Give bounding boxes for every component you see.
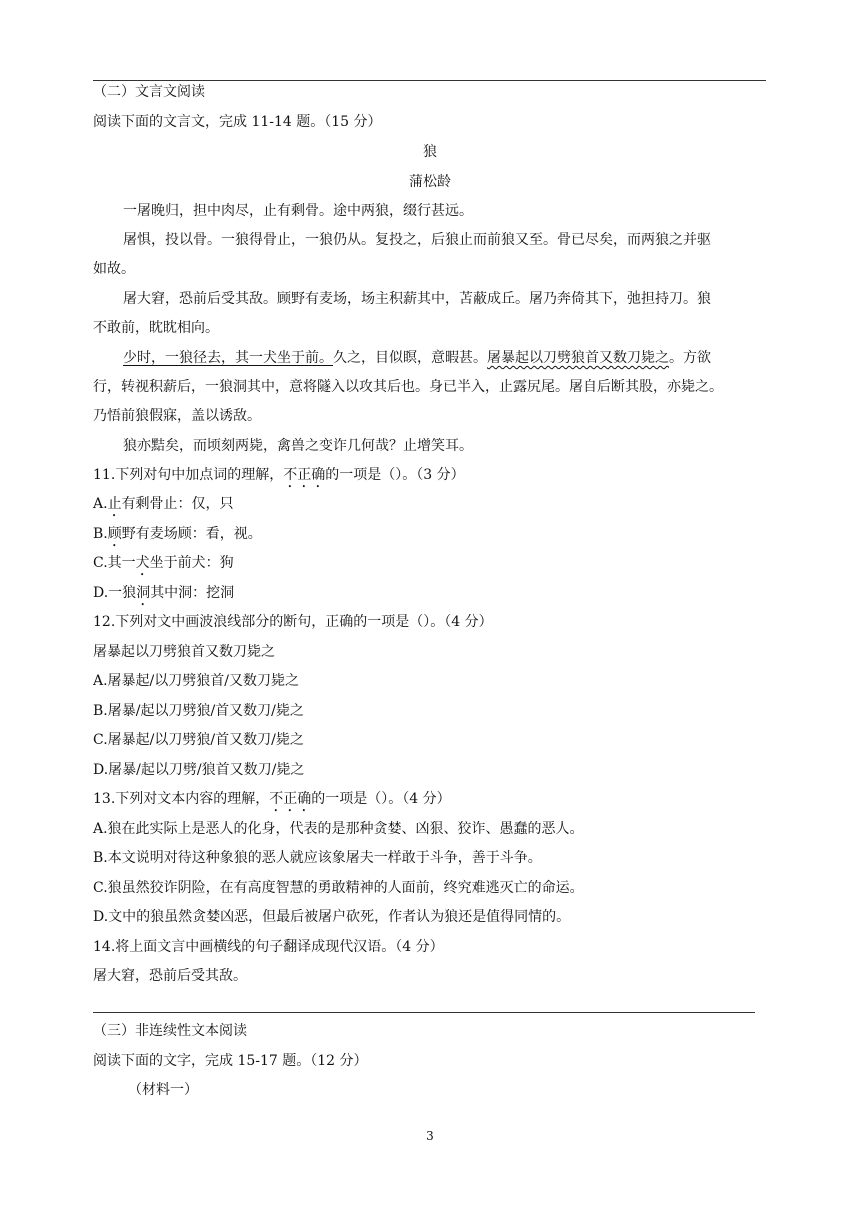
emphasis-text: 不正确 — [283, 467, 326, 483]
question-12-option-a: A.屠暴起/以刀劈狼首/又数刀毙之 — [93, 673, 299, 689]
passage-paragraph-2-line-1: 屠惧，投以骨。一狼得骨止，一狼仍从。复投之，后狼止而前狼又至。骨已尽矣，而两狼之并驱 — [123, 232, 711, 248]
page-number: 3 — [426, 1129, 434, 1143]
passage-title: 狼 — [423, 144, 437, 160]
passage-clause: 久之，目似瞑，意暇甚。 — [333, 350, 487, 366]
dotted-word: 顾 — [107, 526, 122, 542]
dotted-word: 洞 — [136, 585, 151, 601]
top-rule — [93, 80, 766, 81]
question-12-option-c: C.屠暴起/以刀劈狼/首又数刀/毙之 — [93, 732, 304, 748]
question-12-stem: 12.下列对文中画波浪线部分的断句，正确的一项是（）。（4 分） — [93, 614, 493, 630]
question-11-stem — [93, 465, 465, 491]
stem-text: 的一项是（）。（3 分） — [325, 467, 465, 483]
question-11-option-b — [93, 524, 262, 550]
section-heading: （三）非连续性文本阅读 — [93, 1023, 247, 1039]
section-instruction: 阅读下面的文字，完成 15-17 题。（12 分） — [93, 1053, 368, 1069]
passage-paragraph-1: 一屠晚归，担中肉尽，止有剩骨。途中两狼，缀行甚远。 — [123, 203, 473, 219]
option-text: 有剩骨止：仅，只 — [121, 496, 234, 512]
question-14-stem: 14.将上面文言中画横线的句子翻译成现代汉语。（4 分） — [93, 939, 444, 955]
dotted-word: 犬 — [135, 555, 150, 571]
question-13-stem — [93, 789, 451, 815]
section-instruction: 阅读下面的文言文，完成 11-14 题。（15 分） — [93, 114, 382, 130]
section-divider — [93, 1012, 755, 1013]
option-label: B. — [93, 526, 108, 542]
option-label: D.一狼 — [93, 585, 137, 601]
question-11-option-c — [93, 553, 234, 579]
question-12-option-b: B.屠暴/起以刀劈狼/首又数刀/毙之 — [93, 703, 304, 719]
passage-author: 蒲松龄 — [409, 174, 451, 190]
emphasis-text: 不正确 — [269, 791, 312, 807]
passage-clause: 。方欲 — [669, 350, 711, 366]
wavy-underlined-sentence: 屠暴起以刀劈狼首又数刀毙之 — [487, 350, 669, 366]
option-text: 野有麦场顾：看，视。 — [121, 526, 262, 542]
stem-text: 13.下列对文本内容的理解， — [93, 791, 270, 807]
option-text: 其中洞：挖洞 — [150, 585, 235, 601]
passage-clause: 顾野有麦场，场主积薪其中，苫蔽成丘。屠乃奔倚其下，弛担持刀。狼 — [277, 291, 711, 307]
option-label: C.其一 — [93, 555, 136, 571]
question-13-option-d: D.文中的狼虽然贪婪凶恶，但最后被屠户砍死，作者认为狼还是值得同情的。 — [93, 909, 571, 925]
option-text: 坐于前犬：狗 — [149, 555, 234, 571]
passage-paragraph-3-line-2: 不敢前，眈眈相向。 — [93, 320, 219, 336]
passage-paragraph-4-line-3: 乃悟前狼假寐，盖以诱敌。 — [93, 408, 261, 424]
passage-clause: 屠大窘，恐前后受其敌。 — [123, 291, 277, 307]
question-11-option-a — [93, 494, 234, 520]
passage-paragraph-5: 狼亦黠矣，而顷刻两毙，禽兽之变诈几何哉？止增笑耳。 — [123, 438, 473, 454]
question-13-option-c: C.狼虽然狡诈阴险，在有高度智慧的勇敢精神的人面前，终究难逃灭亡的命运。 — [93, 880, 584, 896]
question-12-option-d: D.屠暴/起以刀劈/狼首又数刀/毙之 — [93, 762, 305, 778]
dotted-word: 止 — [107, 496, 122, 512]
stem-text: 11.下列对句中加点词的理解， — [93, 467, 284, 483]
option-label: A. — [93, 496, 108, 512]
section-heading: （二）文言文阅读 — [93, 84, 205, 100]
question-14-sentence: 屠大窘，恐前后受其敌。 — [93, 968, 247, 984]
material-label: （材料一） — [128, 1082, 198, 1098]
stem-text: 的一项是（）。（4 分） — [311, 791, 451, 807]
question-13-option-a: A.狼在此实际上是恶人的化身，代表的是那种贪婪、凶狠、狡诈、愚蠢的恶人。 — [93, 821, 584, 837]
question-13-option-b: B.本文说明对待这种象狼的恶人就应该象屠夫一样敢于斗争，善于斗争。 — [93, 850, 542, 866]
passage-paragraph-3-line-1 — [123, 289, 711, 309]
passage-paragraph-4-line-1 — [123, 348, 711, 368]
passage-paragraph-4-line-2: 行，转视积薪后，一狼洞其中，意将隧入以攻其后也。身已半入，止露尻尾。屠自后断其股，亦毙之。 — [93, 379, 723, 395]
passage-paragraph-2-line-2: 如故。 — [93, 261, 135, 277]
question-12-sentence: 屠暴起以刀劈狼首又数刀毙之 — [93, 644, 275, 660]
question-11-option-d — [93, 583, 234, 609]
underlined-sentence: 少时，一狼径去，其一犬坐于前。 — [123, 350, 333, 366]
